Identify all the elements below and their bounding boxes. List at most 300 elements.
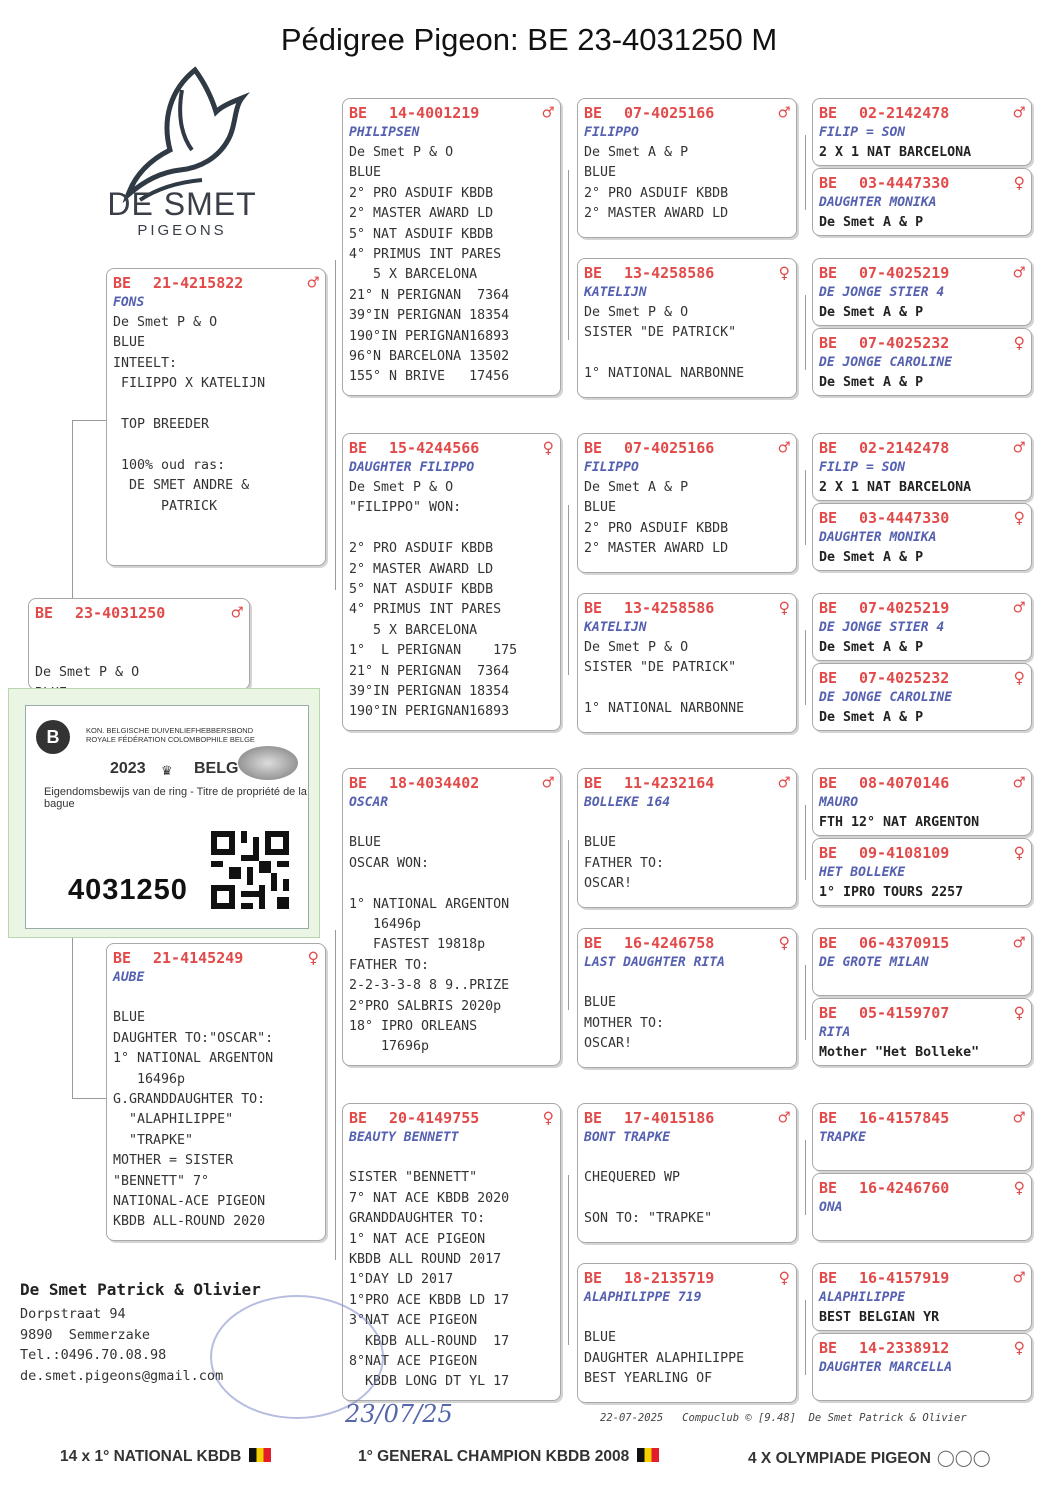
pigeon-info-line: OSCAR! (584, 1036, 633, 1052)
pigeon-info-line: De Smet P & O (349, 480, 454, 495)
country-code: BE (584, 439, 603, 457)
pigeon-info-line (584, 973, 790, 993)
pigeon-info-line: DE SMET ANDRE & (113, 478, 250, 494)
pigeon-name: FILIP = SON (819, 125, 906, 140)
ring-number: 18-4034402 (389, 774, 480, 792)
connector-line (805, 470, 806, 545)
sex-icon: ♂ (1013, 1267, 1025, 1289)
pigeon-info-line: BLUE (113, 335, 146, 351)
ring-certificate-inner (25, 705, 309, 929)
pigeon-info-line: 190°IN PERIGNAN16893 (349, 704, 510, 720)
ring-number: 13-4258586 (624, 599, 715, 617)
pigeon-info-line: NATIONAL-ACE PIGEON (113, 1193, 266, 1209)
card-header (819, 263, 1025, 283)
connector-line (72, 938, 73, 1098)
pigeon-info-line: "ALAPHILIPPE" (113, 1112, 234, 1128)
ring-number: 16-4246758 (624, 934, 715, 952)
connector-line (568, 840, 569, 1010)
sex-icon: ♀ (778, 262, 790, 284)
pigeon-info-line (349, 519, 554, 539)
pigeon-info-line: FATHER TO: (584, 855, 665, 871)
pigeon-info-line: De Smet P & O (584, 640, 689, 655)
sex-icon: ♀ (1013, 1337, 1025, 1359)
sex-icon: ♀ (1013, 1002, 1025, 1024)
pigeon-info-line: 2° MASTER AWARD LD (584, 541, 729, 557)
pigeon-info-line: 8°NAT ACE PIGEON (349, 1353, 478, 1369)
pigeon-card-fmf (577, 433, 797, 573)
ring-number: 14-4001219 (389, 104, 480, 122)
connector-line (805, 295, 806, 370)
connector-line (568, 170, 569, 340)
pigeon-name: HET BOLLEKE (819, 865, 906, 880)
pigeon-info-line: BLUE (349, 165, 382, 181)
card-header (349, 438, 554, 458)
pigeon-name: DE JONGE CAROLINE (819, 690, 953, 705)
sex-icon: ♀ (307, 947, 319, 969)
card-header (349, 773, 554, 793)
sex-icon: ♀ (1013, 172, 1025, 194)
ring-number: 16-4157845 (859, 1109, 950, 1127)
pigeon-card-g10 (812, 838, 1032, 906)
sex-icon: ♀ (1013, 842, 1025, 864)
pigeon-info-line: BLUE (584, 500, 617, 516)
pigeon-info-line: De Smet A & P (819, 305, 924, 320)
pigeon-card-g12 (812, 998, 1032, 1066)
card-header (819, 173, 1025, 193)
ring-number: 02-2142478 (859, 104, 950, 122)
pigeon-name: ALAPHILIPPE (819, 1290, 906, 1305)
pigeon-info-line (584, 679, 790, 699)
sex-icon: ♀ (542, 1107, 554, 1129)
pigeon-info-line: 21° N PERIGNAN 7364 (349, 287, 510, 303)
pigeon-name: ALAPHILIPPE 719 (584, 1290, 702, 1305)
country-code: BE (819, 174, 838, 192)
pigeon-info-line: De Smet A & P (819, 215, 924, 230)
connector-line (568, 505, 569, 675)
pigeon-card-mmf (577, 1103, 797, 1243)
country-code: BE (819, 1339, 838, 1357)
pigeon-info-line (819, 1148, 1025, 1168)
pigeon-name: LAST DAUGHTER RITA (584, 955, 725, 970)
pigeon-info-line: 155° N BRIVE 17456 (349, 369, 510, 385)
card-header (113, 948, 319, 968)
ring-number: 06-4370915 (859, 934, 950, 952)
pigeon-card-g16 (812, 1333, 1032, 1401)
pigeon-info-line: 2°PRO SALBRIS 2020p (349, 998, 502, 1014)
ring-number: 07-4025232 (859, 669, 950, 687)
owner-email[interactable]: de.smet.pigeons@gmail.com (20, 1367, 224, 1384)
pigeon-card-g5 (812, 433, 1032, 501)
owner-phone: Tel.:0496.70.08.98 (20, 1347, 167, 1363)
pigeon-info-line (349, 1148, 554, 1168)
ring-number: 23-4031250 (75, 604, 166, 622)
pigeon-info-line: 2° MASTER AWARD LD (349, 561, 494, 577)
sex-icon: ♂ (1013, 437, 1025, 459)
pigeon-info-line: SON TO: "TRAPKE" (584, 1211, 713, 1227)
ring-number: 17-4015186 (624, 1109, 715, 1127)
pigeon-info-line: OSCAR WON: (349, 855, 430, 871)
sex-icon: ♀ (1013, 332, 1025, 354)
country-code: BE (819, 1179, 838, 1197)
pigeon-info-line: FATHER TO: (349, 957, 430, 973)
card-header (584, 933, 790, 953)
country-code: BE (349, 774, 368, 792)
owner-city: 9890 Semmerzake (20, 1326, 151, 1343)
pigeon-info-line: De Smet A & P (584, 480, 689, 495)
pigeon-card-g2 (812, 168, 1032, 236)
belgian-flag-icon (637, 1448, 659, 1462)
pigeon-name: OSCAR (349, 795, 389, 810)
country-code: BE (819, 774, 838, 792)
card-header (349, 103, 554, 123)
print-footer: 22-07-2025 Compuclub © [9.48] De Smet Patrick & Olivier (600, 1412, 967, 1424)
connector-line (805, 965, 806, 1040)
card-header (584, 773, 790, 793)
pigeon-info-line: De Smet P & O (584, 305, 689, 320)
kbdb-logo-icon: B (36, 720, 70, 754)
pigeon-info-line: MOTHER TO: (584, 1015, 665, 1031)
pigeon-name: FILIPPO (584, 460, 639, 475)
country-code: BE (819, 1004, 838, 1022)
logo-name: DE SMET (107, 186, 257, 222)
pigeon-info-line (113, 435, 319, 455)
country-code: BE (819, 264, 838, 282)
card-header (584, 438, 790, 458)
pigeon-card-g8 (812, 663, 1032, 731)
country-code: BE (819, 1269, 838, 1287)
card-header (819, 843, 1025, 863)
sex-icon: ♂ (1013, 262, 1025, 284)
logo-subtitle: PIGEONS (137, 222, 227, 239)
ring-number: 15-4244566 (389, 439, 480, 457)
pigeon-info-line: 39°IN PERIGNAN 18354 (349, 683, 510, 699)
pigeon-info-line: 4° PRIMUS INT PARES (349, 602, 502, 618)
pigeon-info-line: 1° NATIONAL NARBONNE (584, 366, 745, 382)
pigeon-info-line: BLUE (584, 835, 617, 851)
pigeon-info-line: 190°IN PERIGNAN16893 (349, 328, 510, 344)
ring-number: 08-4070146 (859, 774, 950, 792)
pigeon-info-line: DAUGHTER ALAPHILIPPE (584, 1350, 745, 1366)
sex-icon: ♂ (778, 437, 790, 459)
sex-icon: ♂ (1013, 932, 1025, 954)
achievement-middle-text: 1° GENERAL CHAMPION KBDB 2008 (358, 1448, 630, 1465)
connector-line (72, 420, 106, 421)
card-header (584, 598, 790, 618)
sex-icon: ♀ (778, 1267, 790, 1289)
connector-line (335, 260, 336, 590)
country-code: BE (113, 274, 132, 292)
pigeon-info-line: TOP BREEDER (113, 416, 210, 432)
ring-number: 03-4447330 (859, 174, 950, 192)
pigeon-name: FONS (113, 295, 145, 310)
pigeon-info-line: De Smet A & P (584, 145, 689, 160)
pigeon-name: BOLLEKE 164 (584, 795, 671, 810)
ring-number: 02-2142478 (859, 439, 950, 457)
connector-line (805, 1300, 806, 1375)
sex-icon: ♂ (542, 772, 554, 794)
pigeon-info-line: 1° NAT ACE PIGEON (349, 1231, 486, 1247)
pigeon-info-line: 2° PRO ASDUIF KBDB (584, 520, 729, 536)
country-code: BE (819, 844, 838, 862)
pigeon-info-line: 5° NAT ASDUIF KBDB (349, 226, 494, 242)
pigeon-info-line: De Smet P & O (113, 315, 218, 330)
country-code: BE (35, 604, 54, 622)
pigeon-card-fmm (577, 593, 797, 733)
ring-number: 05-4159707 (859, 1004, 950, 1022)
pigeon-name: BEAUTY BENNETT (349, 1130, 459, 1145)
country-code: BE (349, 439, 368, 457)
sex-icon: ♂ (1013, 772, 1025, 794)
pigeon-info-line: Mother "Het Bolleke" (819, 1045, 980, 1060)
card-header (584, 103, 790, 123)
pigeon-info-line: BLUE (584, 995, 617, 1011)
pigeon-card-mother (106, 943, 326, 1241)
federation-name-fr: ROYALE FÉDÉRATION COLOMBOPHILE BELGE (86, 735, 255, 744)
pigeon-info-line (349, 813, 554, 833)
pigeon-info-line: BLUE (113, 1010, 146, 1026)
pigeon-info-line: KBDB ALL ROUND 2017 (349, 1251, 502, 1267)
pigeon-info-line: 1° L PERIGNAN 175 (349, 643, 518, 659)
pigeon-name: AUBE (113, 970, 145, 985)
pigeon-info-line: 4° PRIMUS INT PARES (349, 246, 502, 262)
pigeon-info-line: 1°DAY LD 2017 (349, 1272, 454, 1288)
pigeon-info-line: FTH 12° NAT ARGENTON (819, 815, 980, 830)
sex-icon: ♂ (1013, 1107, 1025, 1129)
ring-number: 07-4025219 (859, 264, 950, 282)
card-header (819, 438, 1025, 458)
country-code: BE (584, 264, 603, 282)
hologram-icon (238, 746, 298, 780)
pigeon-info-line (35, 643, 243, 663)
pigeon-card-ffm (577, 258, 797, 398)
pigeon-info-line (819, 1218, 1025, 1238)
pigeon-info-line: 16496p (349, 916, 422, 932)
ring-number: 07-4025219 (859, 599, 950, 617)
stamp-date: 23/07/25 (345, 1400, 453, 1428)
pigeon-info-line: GRANDDAUGHTER TO: (349, 1211, 486, 1227)
ring-number: 20-4149755 (389, 1109, 480, 1127)
pigeon-name: DAUGHTER MONIKA (819, 195, 937, 210)
country-code: BE (584, 104, 603, 122)
sex-icon: ♀ (1013, 667, 1025, 689)
olympic-rings-icon: ◯◯◯ (936, 1448, 991, 1467)
pigeon-info-line: 100% oud ras: (113, 457, 226, 473)
pigeon-info-line: INTEELT: (113, 355, 178, 371)
pigeon-info-line (584, 813, 790, 833)
pigeon-info-line: 16496p (113, 1071, 186, 1087)
ring-property-title: Eigendomsbewijs van de ring - Titre de propriété de la bague (44, 786, 307, 810)
card-header (819, 1108, 1025, 1128)
page-title: Pédigree Pigeon: BE 23-4031250 M (280, 22, 778, 57)
owner-name: De Smet Patrick & Olivier (20, 1280, 261, 1299)
ring-country: BELG (194, 760, 239, 777)
pigeon-name: KATELIJN (584, 285, 647, 300)
pigeon-info-line: BLUE (584, 1330, 617, 1346)
pigeon-info-line (584, 1308, 790, 1328)
pigeon-info-line: KBDB ALL-ROUND 2020 (113, 1214, 266, 1230)
country-code: BE (819, 509, 838, 527)
ring-year: 2023 (110, 760, 146, 777)
pigeon-info-line: 2-2-3-3-8 8 9..PRIZE (349, 978, 510, 994)
country-code: BE (584, 1109, 603, 1127)
pigeon-info-line: DAUGHTER TO:"OSCAR": (113, 1030, 274, 1046)
pigeon-name: RITA (819, 1025, 851, 1040)
connector-line (335, 930, 336, 1260)
pigeon-info-line: PATRICK (113, 498, 218, 514)
card-header (349, 1108, 554, 1128)
pigeon-info-line: De Smet A & P (819, 710, 924, 725)
pigeon-info-line: 18° IPRO ORLEANS (349, 1018, 478, 1034)
sex-icon: ♂ (778, 102, 790, 124)
pigeon-info-line (113, 988, 319, 1008)
country-code: BE (819, 669, 838, 687)
pigeon-info-line: 2° PRO ASDUIF KBDB (584, 185, 729, 201)
pigeon-info-line: BEST BELGIAN YR (819, 1310, 940, 1325)
country-code: BE (584, 934, 603, 952)
pigeon-name: DAUGHTER MARCELLA (819, 1360, 953, 1375)
card-header (819, 508, 1025, 528)
connector-line (72, 1098, 106, 1099)
pigeon-info-line: 1° NATIONAL NARBONNE (584, 701, 745, 717)
sex-icon: ♂ (778, 772, 790, 794)
pigeon-name (35, 623, 243, 643)
pigeon-card-g1 (812, 98, 1032, 166)
pigeon-info-line: De Smet A & P (819, 375, 924, 390)
country-code: BE (584, 1269, 603, 1287)
card-header (819, 1338, 1025, 1358)
pigeon-name: DAUGHTER FILIPPO (349, 460, 475, 475)
pigeon-info-line: FILIPPO X KATELIJN (113, 376, 266, 392)
card-header (35, 603, 243, 623)
pigeon-info-line: 2° PRO ASDUIF KBDB (349, 185, 494, 201)
sex-icon: ♂ (1013, 597, 1025, 619)
qr-code-icon (211, 831, 289, 909)
pigeon-info-line: BLUE (349, 835, 382, 851)
country-code: BE (584, 774, 603, 792)
achievement-middle (358, 1448, 659, 1466)
ring-certificate (8, 688, 320, 938)
pigeon-name: DAUGHTER MONIKA (819, 530, 937, 545)
pigeon-info-line: FASTEST 19818p (349, 937, 486, 953)
pigeon-name: DE JONGE CAROLINE (819, 355, 953, 370)
card-header (819, 668, 1025, 688)
pigeon-card-ff (342, 98, 561, 396)
federation-name-nl: KON. BELGISCHE DUIVENLIEFHEBBERSBOND (86, 726, 254, 735)
pigeon-info-line: 21° N PERIGNAN 7364 (349, 663, 510, 679)
pigeon-info-line: De Smet A & P (819, 640, 924, 655)
pigeon-info-line: BLUE (584, 165, 617, 181)
sex-icon: ♂ (1013, 102, 1025, 124)
pigeon-card-g11 (812, 928, 1032, 996)
pigeon-card-fff (577, 98, 797, 238)
pigeon-info-line (819, 1378, 1025, 1398)
connector-line (805, 630, 806, 705)
pigeon-name: FILIP = SON (819, 460, 906, 475)
pigeon-card-father (106, 268, 326, 566)
pigeon-info-line: 7° NAT ACE KBDB 2020 (349, 1190, 510, 1206)
pigeon-info-line: 2° MASTER AWARD LD (349, 206, 494, 222)
owner-street: Dorpstraat 94 (20, 1306, 126, 1322)
country-code: BE (584, 599, 603, 617)
sex-icon: ♀ (1013, 507, 1025, 529)
ring-number: 21-4215822 (153, 274, 244, 292)
pigeon-info-line (584, 1189, 790, 1209)
ring-number: 07-4025166 (624, 439, 715, 457)
pigeon-card-mff (577, 768, 797, 908)
pigeon-info-line: SISTER "BENNETT" (349, 1170, 478, 1186)
card-header (819, 1178, 1025, 1198)
pigeon-name: TRAPKE (819, 1130, 866, 1145)
belgian-flag-icon (249, 1448, 271, 1462)
pigeon-info-line: 17696p (349, 1039, 430, 1055)
sex-icon: ♂ (231, 602, 243, 624)
pigeon-card-g15 (812, 1263, 1032, 1331)
pigeon-card-g13 (812, 1103, 1032, 1171)
ring-number: 14-2338912 (859, 1339, 950, 1357)
ring-number: 11-4232164 (624, 774, 715, 792)
pigeon-info-line: 1°PRO ACE KBDB LD 17 (349, 1292, 510, 1308)
ring-number: 16-4246760 (859, 1179, 950, 1197)
sex-icon: ♂ (307, 272, 319, 294)
pigeon-info-line: 2° MASTER AWARD LD (584, 206, 729, 222)
achievement-right-text: 4 X OLYMPIADE PIGEON (748, 1450, 931, 1467)
pigeon-card-g3 (812, 258, 1032, 326)
pigeon-info-line: OSCAR! (584, 876, 633, 892)
card-header (819, 933, 1025, 953)
sex-icon: ♀ (778, 597, 790, 619)
pigeon-info-line: 39°IN PERIGNAN 18354 (349, 308, 510, 324)
ring-number: 09-4108109 (859, 844, 950, 862)
pigeon-info-line: "TRAPKE" (113, 1132, 194, 1148)
pigeon-info-line: "FILIPPO" WON: (349, 500, 462, 516)
ring-number: 07-4025232 (859, 334, 950, 352)
pigeon-card-subject (28, 598, 250, 690)
pigeon-name: ONA (819, 1200, 843, 1215)
pigeon-card-mmm (577, 1263, 797, 1403)
pigeon-card-fm (342, 433, 561, 731)
card-header (819, 333, 1025, 353)
pigeon-info-line: 96°N BARCELONA 13502 (349, 348, 510, 364)
pigeon-info-line: SISTER "DE PATRICK" (584, 325, 737, 341)
pigeon-name: DE JONGE STIER 4 (819, 620, 945, 635)
pigeon-info-line: De Smet P & O (349, 145, 454, 160)
sex-icon: ♂ (542, 102, 554, 124)
pigeon-info-line (584, 344, 790, 364)
pigeon-name: DE GROTE MILAN (819, 955, 929, 970)
card-header (819, 1268, 1025, 1288)
pigeon-name: KATELIJN (584, 620, 647, 635)
card-header (584, 1108, 790, 1128)
country-code: BE (819, 439, 838, 457)
achievement-left (60, 1448, 271, 1466)
country-code: BE (819, 334, 838, 352)
card-header (113, 273, 319, 293)
pigeon-info-line (819, 973, 1025, 993)
pigeon-info-line: 5 X BARCELONA (349, 267, 478, 283)
pigeon-info-line: 2 X 1 NAT BARCELONA (819, 145, 972, 160)
connector-line (805, 135, 806, 210)
federation-name (86, 726, 255, 744)
pigeon-info-line: 2° PRO ASDUIF KBDB (349, 541, 494, 557)
pigeon-name: DE JONGE STIER 4 (819, 285, 945, 300)
connector-line (805, 1140, 806, 1215)
ring-number: 18-2135719 (624, 1269, 715, 1287)
pigeon-info-line: 1° NATIONAL ARGENTON (349, 896, 510, 912)
pigeon-info-line: G.GRANDDAUGHTER TO: (113, 1091, 266, 1107)
sex-icon: ♀ (778, 932, 790, 954)
card-header (819, 103, 1025, 123)
card-header (584, 1268, 790, 1288)
